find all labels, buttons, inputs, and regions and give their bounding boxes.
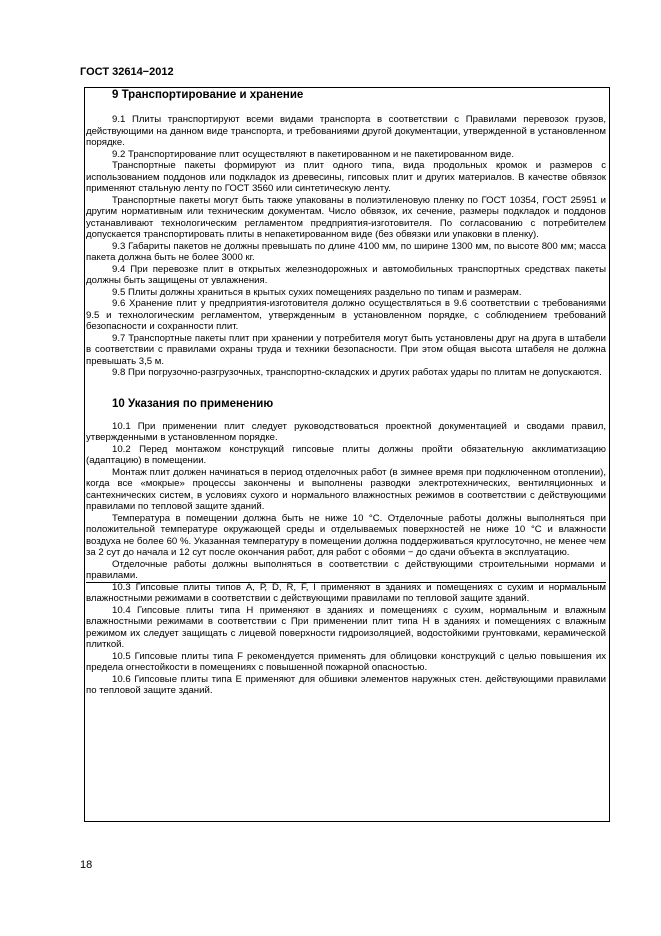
paragraph-9-2: 9.2 Транспортирование плит осуществляют в пакетированном и не пакетированном виде. — [112, 148, 515, 160]
paragraph-9-7: 9.7 Транспортные пакеты плит при хранении у потребителя могут быть установлены друг на друга в штабели в соответствии с правилами охраны труда и техники безопасности. При этом общая высота штабеля не должна превышать 3,5 м. — [86, 332, 606, 367]
paragraph-10-6: 10.6 Гипсовые плиты типа Е применяют для обшивки элементов наружных стен. действующими правилами по тепловой защите зданий. — [86, 673, 606, 696]
paragraph-10-2-finishing: Отделочные работы должны выполняться в соответствии с действующими строительными нормами и правилами. — [86, 558, 606, 581]
amendment-rule — [86, 582, 606, 583]
amended-block — [86, 582, 606, 697]
section-10-title: 10 Указания по применению — [112, 397, 274, 410]
page-number: 18 — [80, 859, 93, 871]
paragraph-10-1: 10.1 При применении плит следует руководствоваться проектной документацией и сводами правил, утвержденными в установленном порядке. — [86, 420, 606, 443]
paragraph-9-4: 9.4 При перевозке плит в открытых железнодорожных и автомобильных транспортных средствах пакеты должны быть защищены от увлажнения. — [86, 263, 606, 286]
paragraph-10-5: 10.5 Гипсовые плиты типа F рекомендуется применять для облицовки конструкций с целью повышения их предела огнестойкости в помещениях с повышенной пожарной опасностью. — [86, 650, 606, 673]
paragraph-10-2-temperature: Температура в помещении должна быть не ниже 10 °С. Отделочные работы должны выполняться при положительной температуре окружающей среды и отделываемых поверхностей не ниже 10 °С и влажности воздуха не более 60 %. Указанная температуру в помещении должна поддерживаться круглосуточно, не менее чем за 2 сут до начала и 12 сут после окончания работ, для работ с обоями − до сдачи объекта в эксплуатацию. — [86, 512, 606, 558]
paragraph-10-2-mounting: Монтаж плит должен начинаться в период отделочных работ (в зимнее время при подключенном отоплении), когда все «мокрые» процессы закончены и выполнены разводки электротехнических, вентиляционных и сантехнических систем, в условиях сухого и нормального влажностных режимов в соответствии с действующими правилами по тепловой защите зданий. — [86, 466, 606, 512]
paragraph-9-1: 9.1 Плиты транспортируют всеми видами транспорта в соответствии с Правилами перевозок грузов, действующими на данном виде транспорта, и требованиями другой документации, утвержденной в установленном порядке. — [86, 114, 606, 148]
section-9-title: 9 Транспортирование и хранение — [112, 89, 304, 101]
paragraph-9-5: 9.5 Плиты должны храниться в крытых сухих помещениях раздельно по типам и размерам. — [112, 286, 522, 298]
page-content — [86, 88, 606, 697]
paragraph-10-2: 10.2 Перед монтажом конструкций гипсовые плиты должны пройти обязательную акклиматизацию (адаптацию) в помещении. — [86, 443, 606, 466]
paragraph-9-3: 9.3 Габариты пакетов не должны превышать по длине 4100 мм, по ширине 1300 мм, по высоте 800 мм; масса пакета должна быть не более 3000 кг. — [86, 240, 606, 263]
paragraph-9-8: 9.8 При погрузочно-разгрузочных, транспортно-складских и других работах удары по плитам не допускаются. — [112, 367, 602, 378]
paragraph-10-4: 10.4 Гипсовые плиты типа Н применяют в зданиях и помещениях с сухим, нормальным и влажным влажностными режимами в соответствии с При применении плит типа Н в зданиях и помещениях с влажным режимом их следует защищать с лицевой поверхности гидроизоляцией, водостойкими грунтовками, керамической плиткой. — [86, 604, 606, 650]
paragraph-9-2-wrap: Транспортные пакеты могут быть также упакованы в полиэтиленовую пленку по ГОСТ 10354, ГОСТ 25951 и другим нормативным или техническим документам. Число обвязок, их сечение, размеры подкладок и поддонов устанавливают технологическим регламентом предприятия-изготовителя. По согласованию с потребителем допускается транспортировать плиты в непакетированном виде (без обвязки или упаковки в пленку). — [86, 194, 606, 240]
document-code: ГОСТ 32614−2012 — [80, 66, 174, 78]
paragraph-9-2-packets: Транспортные пакеты формируют из плит одного типа, вида продольных кромок и размеров с использованием поддонов или подкладок из древесины, гипсовых плит и других материалов. В качестве обвязок применяют стальную ленту по ГОСТ 3560 или синтетическую ленту. — [86, 160, 606, 194]
paragraph-9-6: 9.6 Хранение плит у предприятия-изготовителя должно осуществляться в 9.6 соответствии с требованиями 9.5 и технологическим регламентом, утвержденным в установленном порядке, с соблюдением требований безопасности и сохранности плит. — [86, 298, 606, 332]
paragraph-10-3: 10.3 Гипсовые плиты типов А, Р, D, R, F, I применяют в зданиях и помещениях с сухим и нормальным влажностными режимами в соответствии с действующими правилами по тепловой защите зданий. — [86, 581, 606, 604]
